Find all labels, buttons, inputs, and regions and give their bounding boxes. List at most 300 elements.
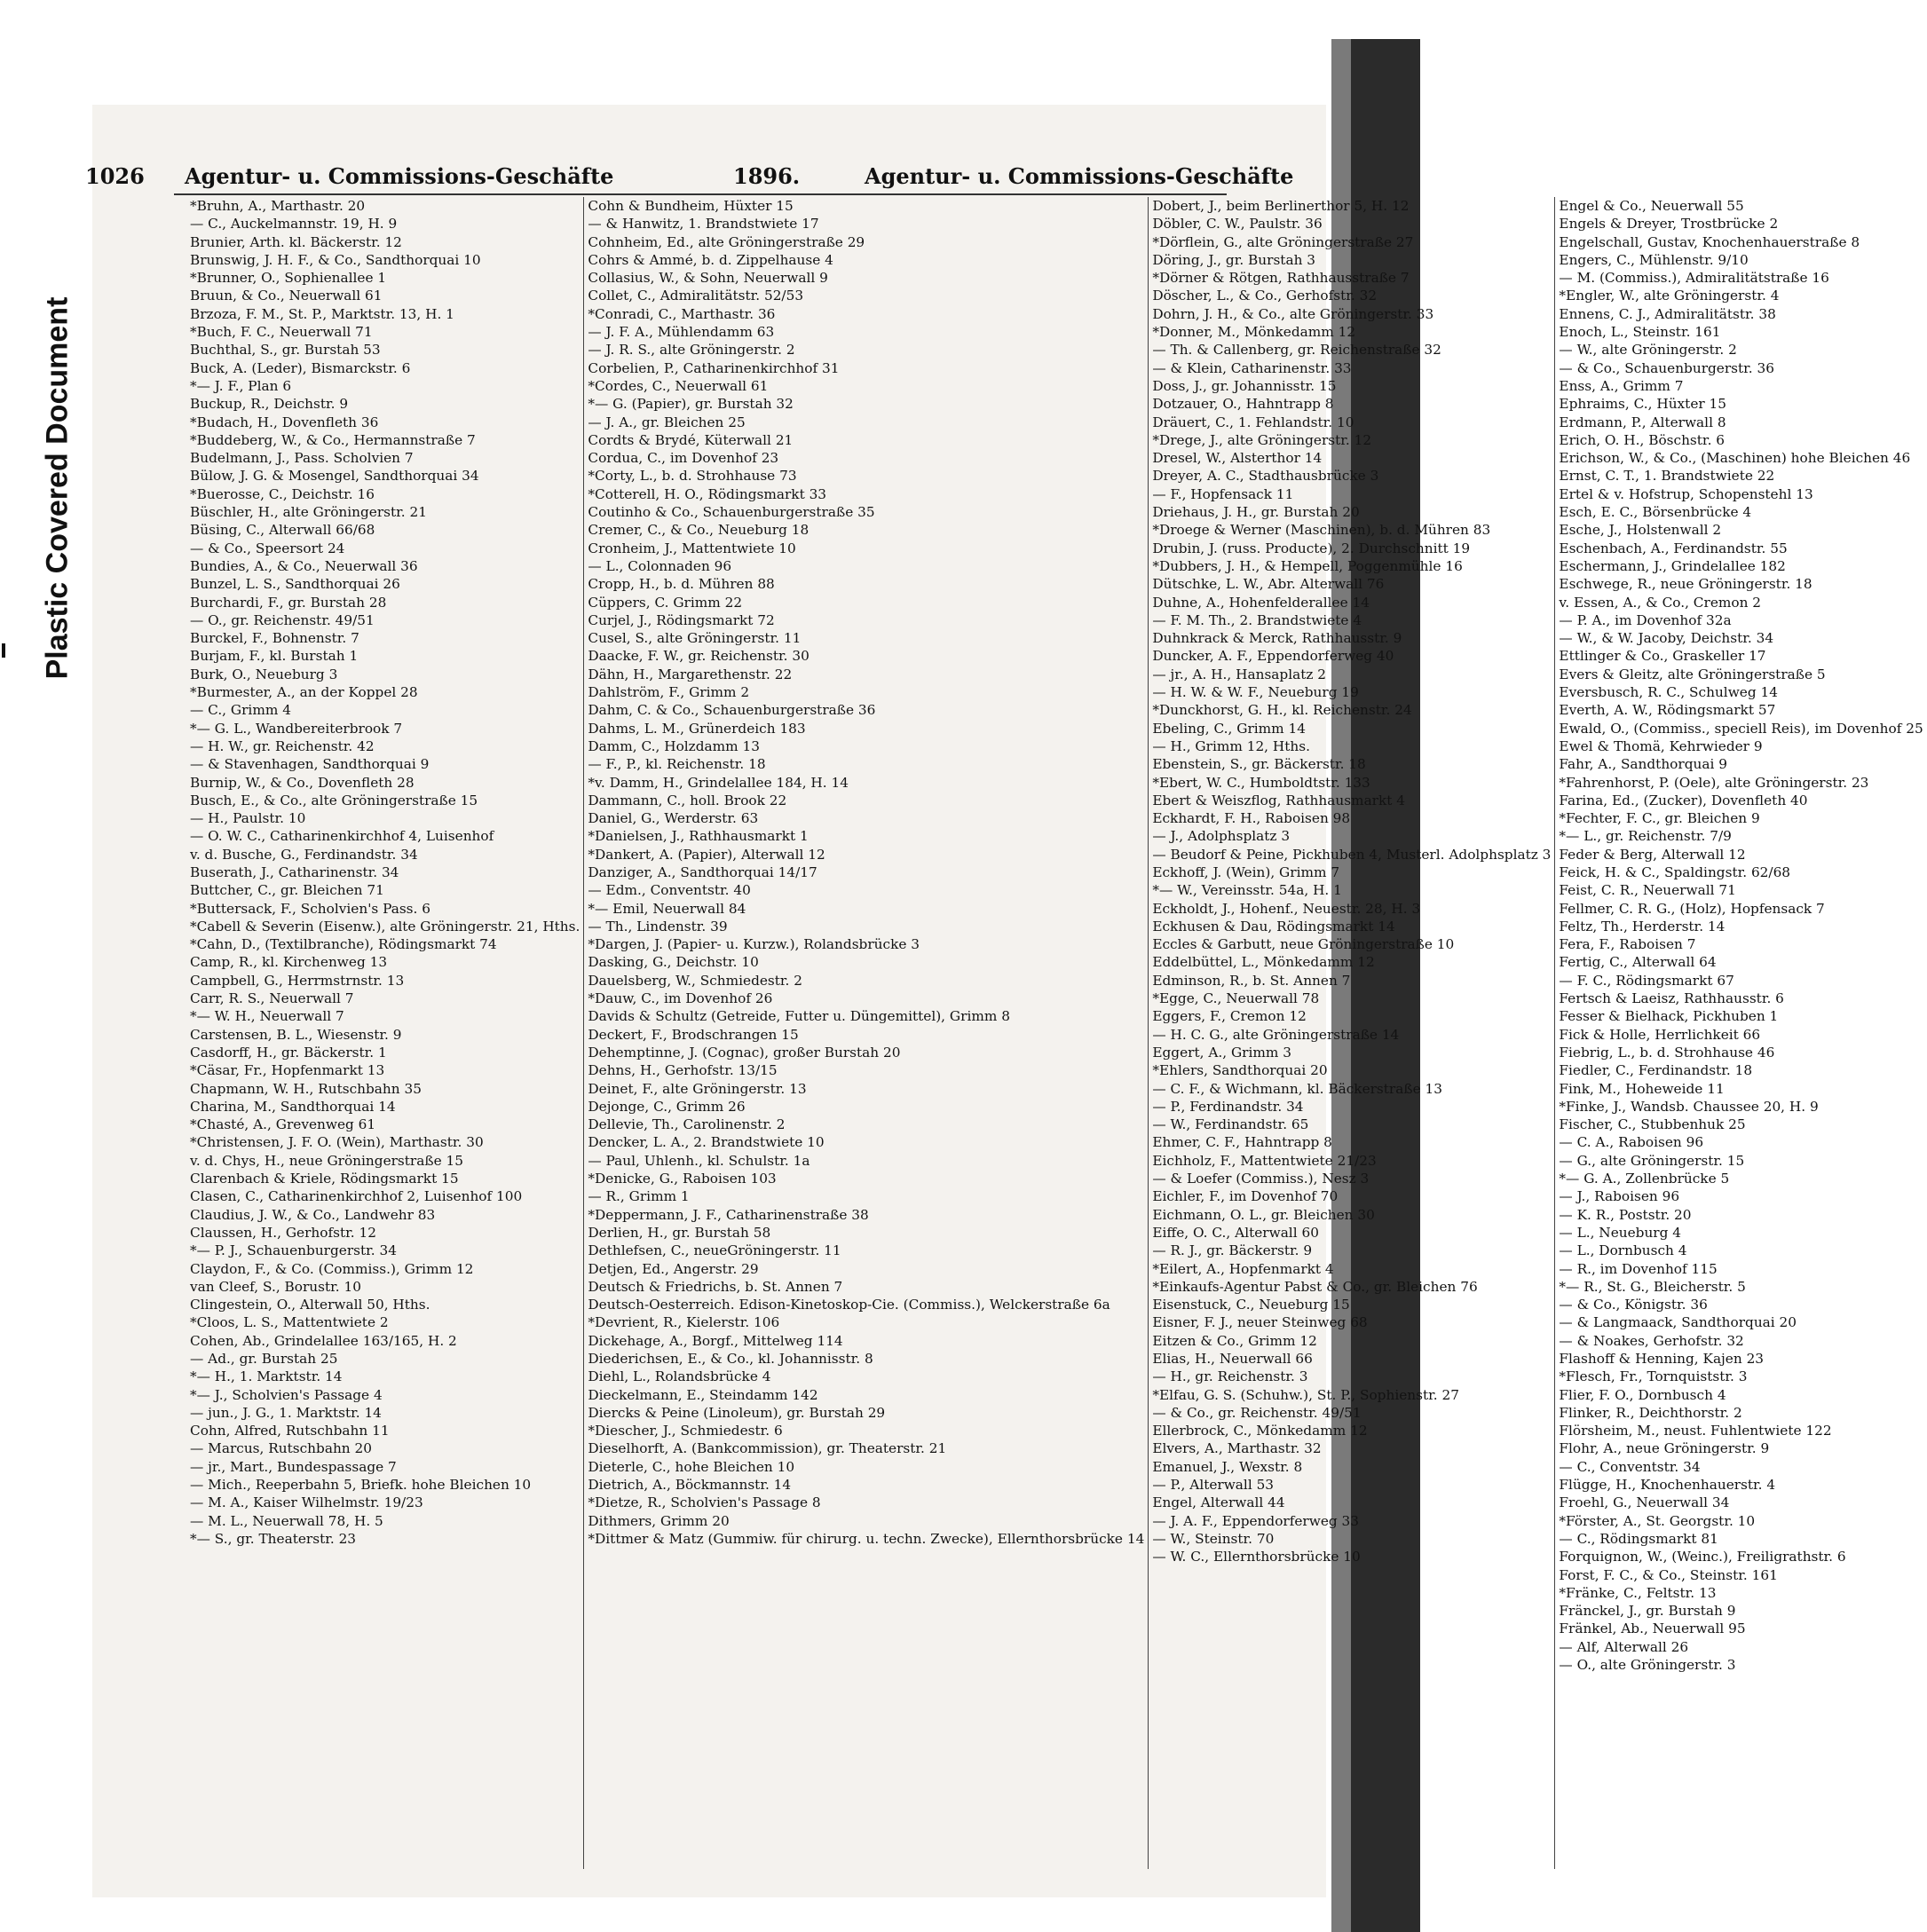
directory-entry: Bundies, A., & Co., Neuerwall 36: [190, 557, 418, 574]
directory-entry: *Deppermann, J. F., Catharinenstraße 38: [588, 1206, 869, 1223]
directory-entry: Brzoza, F. M., St. P., Marktstr. 13, H. 1: [190, 305, 454, 322]
directory-entry: Buck, A. (Leder), Bismarckstr. 6: [190, 359, 411, 376]
directory-entry: Charina, M., Sandthorquai 14: [190, 1098, 396, 1115]
directory-entry: — jr., Mart., Bundespassage 7: [190, 1458, 397, 1475]
directory-entry: — P. A., im Dovenhof 32a: [1559, 611, 1732, 628]
column-3: [1148, 197, 1554, 1869]
directory-entry: Diercks & Peine (Linoleum), gr. Burstah 29: [588, 1404, 886, 1421]
directory-entry: — H., gr. Reichenstr. 3: [1152, 1368, 1308, 1385]
directory-entry: Erdmann, P., Alterwall 8: [1559, 414, 1726, 430]
directory-entry: Cordts & Brydé, Küterwall 21: [588, 431, 794, 448]
directory-entry: *— W. H., Neuerwall 7: [190, 1008, 344, 1025]
directory-entry: Ebert & Weiszflog, Rathhausmarkt 4: [1152, 792, 1406, 808]
directory-entry: Diehl, L., Rolandsbrücke 4: [588, 1368, 771, 1385]
directory-entry: — & Co., Schauenburgerstr. 36: [1559, 359, 1774, 376]
directory-entry: *Cordes, C., Neuerwall 61: [588, 377, 769, 394]
directory-entry: — W., Ferdinandstr. 65: [1152, 1116, 1309, 1133]
column-2: [583, 197, 1148, 1869]
directory-entry: *— S., gr. Theaterstr. 23: [190, 1530, 357, 1547]
directory-entry: *Chasté, A., Grevenweg 61: [190, 1116, 376, 1133]
directory-entry: Eitzen & Co., Grimm 12: [1152, 1332, 1317, 1349]
directory-entry: — C., Rödingsmarkt 81: [1559, 1530, 1718, 1547]
directory-entry: *Engler, W., alte Gröningerstr. 4: [1559, 288, 1780, 304]
directory-entry: Fertsch & Laeisz, Rathhausstr. 6: [1559, 990, 1784, 1007]
directory-entry: — & Klein, Catharinenstr. 33: [1152, 359, 1352, 376]
directory-entry: Claydon, F., & Co. (Commiss.), Grimm 12: [190, 1260, 474, 1277]
directory-entry: *Danielsen, J., Rathhausmarkt 1: [588, 828, 809, 845]
directory-entry: Dohrn, J. H., & Co., alte Gröningerstr. 33: [1152, 305, 1434, 322]
directory-entry: — Alf, Alterwall 26: [1559, 1638, 1689, 1655]
directory-entry: Detjen, Ed., Angerstr. 29: [588, 1260, 759, 1277]
directory-entry: Buserath, J., Catharinenstr. 34: [190, 863, 399, 880]
directory-entry: — J. A., gr. Bleichen 25: [588, 414, 746, 430]
directory-entry: Everth, A. W., Rödingsmarkt 57: [1559, 702, 1776, 719]
directory-entry: Deutsch & Friedrichs, b. St. Annen 7: [588, 1278, 843, 1295]
directory-entry: — H. C. G., alte Gröningerstraße 14: [1152, 1026, 1400, 1043]
directory-entry: Eversbusch, R. C., Schulweg 14: [1559, 684, 1778, 701]
right-running-title: Agentur- u. Commissions-Geschäfte: [865, 163, 1294, 189]
directory-entry: — Paul, Uhlenh., kl. Schulstr. 1a: [588, 1152, 810, 1169]
directory-entry: Eschwege, R., neue Gröningerstr. 18: [1559, 576, 1812, 593]
directory-entry: — P., Alterwall 53: [1152, 1477, 1275, 1494]
directory-entry: Döbler, C. W., Paulstr. 36: [1152, 216, 1323, 233]
directory-entry: Coutinho & Co., Schauenburgerstraße 35: [588, 504, 875, 521]
directory-entry: Engers, C., Mühlenstr. 9/10: [1559, 251, 1749, 268]
directory-entry: — W., Steinstr. 70: [1152, 1530, 1275, 1547]
directory-entry: Cordua, C., im Dovenhof 23: [588, 450, 779, 467]
left-running-title: Agentur- u. Commissions-Geschäfte: [185, 163, 614, 189]
directory-entry: *Buerosse, C., Deichstr. 16: [190, 485, 375, 502]
directory-entry: Busch, E., & Co., alte Gröningerstraße 15: [190, 792, 478, 808]
directory-entry: Dammann, C., holl. Brook 22: [588, 792, 787, 808]
directory-entry: Fränckel, J., gr. Burstah 9: [1559, 1603, 1736, 1620]
directory-entry: Edminson, R., b. St. Annen 7: [1152, 972, 1351, 989]
directory-entry: Bülow, J. G. & Mosengel, Sandthorquai 34: [190, 468, 479, 485]
directory-entry: *— G. (Papier), gr. Burstah 32: [588, 396, 794, 413]
directory-entry: Fahr, A., Sandthorquai 9: [1559, 756, 1727, 773]
directory-entry: Dietrich, A., Böckmannstr. 14: [588, 1477, 792, 1494]
directory-entry: *Ehlers, Sandthorquai 20: [1152, 1062, 1328, 1079]
directory-entry: Forst, F. C., & Co., Steinstr. 161: [1559, 1566, 1778, 1583]
directory-entry: — J. R. S., alte Gröningerstr. 2: [588, 342, 795, 359]
directory-entry: — F. C., Rödingsmarkt 67: [1559, 972, 1734, 989]
directory-entry: Dickehage, A., Borgf., Mittelweg 114: [588, 1332, 843, 1349]
directory-entry: Diederichsen, E., & Co., kl. Johannisstr. 8: [588, 1351, 873, 1367]
directory-entry: Döscher, L., & Co., Gerhofstr. 32: [1152, 288, 1378, 304]
directory-entry: Eckhusen & Dau, Rödingsmarkt 14: [1152, 918, 1395, 934]
directory-entry: Eichler, F., im Dovenhof 70: [1152, 1188, 1339, 1205]
directory-entry: — L., Dornbusch 4: [1559, 1242, 1687, 1259]
directory-entry: Esche, J., Holstenwall 2: [1559, 522, 1722, 539]
directory-entry: Flier, F. O., Dornbusch 4: [1559, 1386, 1726, 1403]
directory-entry: Froehl, G., Neuerwall 34: [1559, 1494, 1730, 1511]
directory-entry: *— H., 1. Marktstr. 14: [190, 1368, 343, 1385]
directory-entry: *Dankert, A. (Papier), Alterwall 12: [588, 846, 825, 863]
directory-entry: Curjel, J., Rödingsmarkt 72: [588, 611, 775, 628]
directory-entry: Cusel, S., alte Gröningerstr. 11: [588, 630, 802, 647]
directory-entry: — Ad., gr. Burstah 25: [190, 1351, 338, 1367]
directory-entry: Dütschke, L. W., Abr. Alterwall 76: [1152, 576, 1385, 593]
directory-entry: Damm, C., Holzdamm 13: [588, 737, 760, 754]
directory-entry: Forquignon, W., (Weinc.), Freiligrathstr. 6: [1559, 1549, 1846, 1565]
directory-entry: — F., Hopfensack 11: [1152, 485, 1294, 502]
header-rule: [174, 193, 1227, 195]
directory-entry: *Einkaufs-Agentur Pabst & Co., gr. Bleichen 76: [1152, 1278, 1478, 1295]
directory-entry: Dejonge, C., Grimm 26: [588, 1098, 746, 1115]
directory-entry: Evers & Gleitz, alte Gröningerstraße 5: [1559, 666, 1826, 682]
directory-entry: — W. C., Ellernthorsbrücke 10: [1152, 1549, 1361, 1565]
directory-entry: Dahlström, F., Grimm 2: [588, 684, 750, 701]
directory-entry: *Budach, H., Dovenfleth 36: [190, 414, 379, 430]
directory-entry: *Ebert, W. C., Humboldtstr. 133: [1152, 774, 1370, 791]
directory-entry: — & Stavenhagen, Sandthorquai 9: [190, 756, 430, 773]
page-number: 1026: [85, 163, 145, 189]
directory-entry: Danziger, A., Sandthorquai 14/17: [588, 863, 817, 880]
directory-entry: Dasking, G., Deichstr. 10: [588, 954, 759, 971]
directory-entry: — C. A., Raboisen 96: [1559, 1134, 1704, 1151]
directory-entry: *Dittmer & Matz (Gummiw. für chirurg. u. techn. Zwecke), Ellernthorsbrücke 14: [588, 1530, 1145, 1547]
directory-entry: Fick & Holle, Herrlichkeit 66: [1559, 1026, 1761, 1043]
directory-entry: — J. F. A., Mühlendamm 63: [588, 324, 775, 341]
directory-entry: — J., Adolphsplatz 3: [1152, 828, 1291, 845]
directory-entry: *Brunner, O., Sophienallee 1: [190, 270, 387, 287]
directory-entry: — O. W. C., Catharinenkirchhof 4, Luisenhof: [190, 828, 494, 845]
column-1: [186, 197, 583, 1869]
directory-entry: *Elfau, G. S. (Schuhw.), St. P., Sophienstr. 27: [1152, 1386, 1459, 1403]
directory-entry: — H., Grimm 12, Hths.: [1152, 737, 1310, 754]
directory-entry: *— Emil, Neuerwall 84: [588, 900, 746, 917]
directory-entry: Burchardi, F., gr. Burstah 28: [190, 594, 387, 611]
directory-entry: Duncker, A. F., Eppendorferweg 40: [1152, 648, 1394, 665]
directory-entry: — L., Neueburg 4: [1559, 1224, 1681, 1241]
directory-entry: — M. (Commiss.), Admiralitätstraße 16: [1559, 270, 1829, 287]
directory-entry: — C., Conventstr. 34: [1559, 1458, 1701, 1475]
directory-entry: Ennens, C. J., Admiralitätstr. 38: [1559, 305, 1776, 322]
directory-entry: Cremer, C., & Co., Neueburg 18: [588, 522, 809, 539]
directory-entry: *Flesch, Fr., Tornquiststr. 3: [1559, 1368, 1748, 1385]
directory-entry: Brunswig, J. H. F., & Co., Sandthorquai 10: [190, 251, 481, 268]
directory-entry: Burk, O., Neueburg 3: [190, 666, 338, 682]
directory-entry: Eccles & Garbutt, neue Gröningerstraße 10: [1152, 936, 1455, 953]
directory-entry: *— G. L., Wandbereiterbrook 7: [190, 720, 403, 737]
directory-entry: Fesser & Bielhack, Pickhuben 1: [1559, 1008, 1779, 1025]
directory-entry: Duhne, A., Hohenfelderallee 14: [1152, 594, 1370, 611]
directory-entry: Enoch, L., Steinstr. 161: [1559, 324, 1721, 341]
directory-entry: Eckhardt, F. H., Raboisen 98: [1152, 810, 1351, 827]
directory-entry: Cohn, Alfred, Rutschbahn 11: [190, 1423, 390, 1439]
directory-entry: Corbelien, P., Catharinenkirchhof 31: [588, 359, 840, 376]
directory-entry: Ertel & v. Hofstrup, Schopenstehl 13: [1559, 485, 1813, 502]
directory-entry: — jr., A. H., Hansaplatz 2: [1152, 666, 1327, 682]
page-header: [85, 163, 1294, 190]
side-label: [27, 248, 89, 728]
column-4: [1554, 197, 1926, 1869]
directory-entry: Elvers, A., Marthastr. 32: [1152, 1440, 1322, 1457]
directory-entry: Dobert, J., beim Berlinerthor 5, H. 12: [1152, 198, 1410, 214]
directory-entry: *Dargen, J. (Papier- u. Kurzw.), Rolandsbrücke 3: [588, 936, 920, 953]
directory-entry: — R., Grimm 1: [588, 1188, 690, 1205]
directory-entry: — W., alte Gröningerstr. 2: [1559, 342, 1737, 359]
directory-entry: *Förster, A., St. Georgstr. 10: [1559, 1512, 1756, 1529]
directory-entry: Bruun, & Co., Neuerwall 61: [190, 288, 383, 304]
directory-entry: *Conradi, C., Marthastr. 36: [588, 305, 776, 322]
directory-entry: Davids & Schultz (Getreide, Futter u. Düngemittel), Grimm 8: [588, 1008, 1010, 1025]
directory-entry: — L., Colonnaden 96: [588, 557, 732, 574]
directory-entry: Dehemptinne, J. (Cognac), großer Burstah 20: [588, 1044, 901, 1061]
directory-entry: Eddelbüttel, L., Mönkedamm 12: [1152, 954, 1375, 971]
directory-entry: *Droege & Werner (Maschinen), b. d. Mühren 83: [1152, 522, 1491, 539]
directory-entry: Dahm, C. & Co., Schauenburgerstraße 36: [588, 702, 876, 719]
directory-entry: Dähn, H., Margarethenstr. 22: [588, 666, 793, 682]
directory-entry: — Edm., Conventstr. 40: [588, 882, 751, 899]
directory-entry: Burjam, F., kl. Burstah 1: [190, 648, 359, 665]
directory-entry: Dahms, L. M., Grünerdeich 183: [588, 720, 806, 737]
directory-entry: Deckert, F., Brodschrangen 15: [588, 1026, 799, 1043]
directory-entry: Burnip, W., & Co., Dovenfleth 28: [190, 774, 415, 791]
directory-entry: Flörsheim, M., neust. Fuhlentwiete 122: [1559, 1423, 1832, 1439]
directory-entry: Eckhoff, J. (Wein), Grimm 7: [1152, 863, 1340, 880]
directory-entry: Eggers, F., Cremon 12: [1152, 1008, 1307, 1025]
directory-entry: Döring, J., gr. Burstah 3: [1152, 251, 1316, 268]
directory-entry: *— W., Vereinsstr. 54a, H. 1: [1152, 882, 1342, 899]
directory-entry: Ebeling, C., Grimm 14: [1152, 720, 1307, 737]
directory-entry: Feder & Berg, Alterwall 12: [1559, 846, 1746, 863]
directory-entry: *Corty, L., b. d. Strohhause 73: [588, 468, 797, 485]
directory-entry: Dieterle, C., hohe Bleichen 10: [588, 1458, 795, 1475]
directory-entry: *Fechter, F. C., gr. Bleichen 9: [1559, 810, 1760, 827]
directory-entry: v. Essen, A., & Co., Cremon 2: [1559, 594, 1762, 611]
directory-entry: Büschler, H., alte Gröningerstr. 21: [190, 504, 427, 521]
directory-entry: Claussen, H., Gerhofstr. 12: [190, 1224, 376, 1241]
directory-entry: Collasius, W., & Sohn, Neuerwall 9: [588, 270, 828, 287]
directory-entry: Erichson, W., & Co., (Maschinen) hohe Bleichen 46: [1559, 450, 1911, 467]
directory-entry: Engel, Alterwall 44: [1152, 1494, 1285, 1511]
directory-entry: *Diescher, J., Schmiedestr. 6: [588, 1423, 783, 1439]
directory-entry: Duhnkrack & Merck, Rathhausstr. 9: [1152, 630, 1402, 647]
directory-entry: — & Hanwitz, 1. Brandstwiete 17: [588, 216, 819, 233]
directory-entry: Cohn & Bundheim, Hüxter 15: [588, 198, 794, 214]
directory-entry: Ebenstein, S., gr. Bäckerstr. 18: [1152, 756, 1366, 773]
directory-entry: Engelschall, Gustav, Knochenhauerstraße 8: [1559, 233, 1860, 250]
directory-entry: — W., & W. Jacoby, Deichstr. 34: [1559, 630, 1774, 647]
directory-entry: *— P. J., Schauenburgerstr. 34: [190, 1242, 397, 1259]
directory-entry: *Devrient, R., Kielerstr. 106: [588, 1314, 780, 1331]
directory-entry: Feick, H. & C., Spaldingstr. 62/68: [1559, 863, 1791, 880]
directory-entry: Flügge, H., Knochenhauerstr. 4: [1559, 1477, 1776, 1494]
directory-entry: — F. M. Th., 2. Brandstwiete 4: [1152, 611, 1362, 628]
directory-entry: Dencker, L. A., 2. Brandstwiete 10: [588, 1134, 825, 1151]
directory-entry: Feltz, Th., Herderstr. 14: [1559, 918, 1726, 934]
directory-entry: — O., alte Gröningerstr. 3: [1559, 1657, 1736, 1674]
directory-entry: Dithmers, Grimm 20: [588, 1512, 730, 1529]
directory-entry: Eisner, F. J., neuer Steinweg 68: [1152, 1314, 1368, 1331]
directory-entry: Fertig, C., Alterwall 64: [1559, 954, 1717, 971]
directory-entry: Claudius, J. W., & Co., Landwehr 83: [190, 1206, 436, 1223]
directory-entry: Driehaus, J. H., gr. Burstah 20: [1152, 504, 1360, 521]
directory-entry: Fellmer, C. R. G., (Holz), Hopfensack 7: [1559, 900, 1825, 917]
directory-entry: *— J., Scholvien's Passage 4: [190, 1386, 383, 1403]
directory-entry: *Eilert, A., Hopfenmarkt 4: [1152, 1260, 1334, 1277]
directory-entry: *Cahn, D., (Textilbranche), Rödingsmarkt 74: [190, 936, 497, 953]
directory-entry: *Bruhn, A., Marthastr. 20: [190, 198, 366, 214]
directory-entry: *— J. F., Plan 6: [190, 377, 292, 394]
directory-entry: Engel & Co., Neuerwall 55: [1559, 198, 1744, 214]
directory-entry: Eisenstuck, C., Neueburg 15: [1152, 1297, 1350, 1313]
directory-entry: Cohrs & Ammé, b. d. Zippelhause 4: [588, 251, 833, 268]
directory-entry: *Cotterell, H. O., Rödingsmarkt 33: [588, 485, 827, 502]
directory-entry: Buttcher, C., gr. Bleichen 71: [190, 882, 384, 899]
directory-entry: *Burmester, A., an der Koppel 28: [190, 684, 418, 701]
directory-entry: Flohr, A., neue Gröningerstr. 9: [1559, 1440, 1770, 1457]
directory-entry: *Dietze, R., Scholvien's Passage 8: [588, 1494, 821, 1511]
directory-entry: Chapmann, W. H., Rutschbahn 35: [190, 1080, 422, 1097]
edge-tick: [2, 643, 5, 658]
directory-entry: *v. Damm, H., Grindelallee 184, H. 14: [588, 774, 849, 791]
directory-entry: Feist, C. R., Neuerwall 71: [1559, 882, 1736, 899]
directory-entry: — P., Ferdinandstr. 34: [1152, 1098, 1304, 1115]
directory-entry: Eckholdt, J., Hohenf., Neuestr. 28, H. 3: [1152, 900, 1421, 917]
directory-entry: — F., P., kl. Reichenstr. 18: [588, 756, 766, 773]
directory-entry: *Fränke, C., Feltstr. 13: [1559, 1584, 1717, 1601]
year: 1896.: [733, 163, 801, 189]
directory-entry: *— G. A., Zollenbrücke 5: [1559, 1171, 1730, 1187]
directory-entry: *Buttersack, F., Scholvien's Pass. 6: [190, 900, 430, 917]
directory-entry: Emanuel, J., Wexstr. 8: [1152, 1458, 1303, 1475]
directory-entry: *Egge, C., Neuerwall 78: [1152, 990, 1320, 1007]
directory-entry: Clasen, C., Catharinenkirchhof 2, Luisenhof 100: [190, 1188, 523, 1205]
directory-entry: Ellerbrock, C., Mönkedamm 12: [1152, 1423, 1368, 1439]
directory-entry: v. d. Busche, G., Ferdinandstr. 34: [190, 846, 418, 863]
directory-entry: Ettlinger & Co., Graskeller 17: [1559, 648, 1766, 665]
directory-entry: *Buddeberg, W., & Co., Hermannstraße 7: [190, 431, 476, 448]
directory-entry: *Drege, J., alte Gröningerstr. 12: [1152, 431, 1372, 448]
directory-entry: Cronheim, J., Mattentwiete 10: [588, 540, 796, 556]
directory-entry: *Cäsar, Fr., Hopfenmarkt 13: [190, 1062, 385, 1079]
directory-entry: — & Loefer (Commiss.), Nesz 3: [1152, 1171, 1370, 1187]
directory-entry: Fiebrig, L., b. d. Strohhause 46: [1559, 1044, 1775, 1061]
directory-entry: Eichmann, O. L., gr. Bleichen 30: [1152, 1206, 1375, 1223]
directory-entry: Cüppers, C. Grimm 22: [588, 594, 743, 611]
directory-entry: Engels & Dreyer, Trostbrücke 2: [1559, 216, 1779, 233]
directory-entry: — & Noakes, Gerhofstr. 32: [1559, 1332, 1744, 1349]
directory-entry: Eschermann, J., Grindelallee 182: [1559, 557, 1786, 574]
directory-entry: — O., gr. Reichenstr. 49/51: [190, 611, 375, 628]
directory-entry: *Finke, J., Wandsb. Chaussee 20, H. 9: [1559, 1098, 1819, 1115]
directory-entry: — M. A., Kaiser Wilhelmstr. 19/23: [190, 1494, 423, 1511]
directory-entry: Flinker, R., Deichthorstr. 2: [1559, 1404, 1742, 1421]
directory-entry: — M. L., Neuerwall 78, H. 5: [190, 1512, 383, 1529]
directory-entry: *Buch, F. C., Neuerwall 71: [190, 324, 373, 341]
directory-entry: Cropp, H., b. d. Mühren 88: [588, 576, 775, 593]
directory-entry: *Fahrenhorst, P. (Oele), alte Gröningerstr. 23: [1559, 774, 1869, 791]
directory-entry: Dresel, W., Alsterthor 14: [1152, 450, 1323, 467]
directory-entry: Fränkel, Ab., Neuerwall 95: [1559, 1621, 1746, 1637]
directory-entry: Esch, E. C., Börsenbrücke 4: [1559, 504, 1752, 521]
directory-entry: Fera, F., Raboisen 7: [1559, 936, 1696, 953]
directory-entry: Carr, R. S., Neuerwall 7: [190, 990, 354, 1007]
directory-entry: Carstensen, B. L., Wiesenstr. 9: [190, 1026, 402, 1043]
directory-entry: Casdorff, H., gr. Bäckerstr. 1: [190, 1044, 387, 1061]
directory-entry: Daacke, F. W., gr. Reichenstr. 30: [588, 648, 809, 665]
directory-entry: — Mich., Reeperbahn 5, Briefk. hohe Bleichen 10: [190, 1477, 532, 1494]
directory-entry: Ephraims, C., Hüxter 15: [1559, 396, 1727, 413]
directory-entry: Ehmer, C. F., Hahntrapp 8: [1152, 1134, 1332, 1151]
directory-entry: *Christensen, J. F. O. (Wein), Marthastr. 30: [190, 1134, 484, 1151]
directory-entry: Deinet, F., alte Gröningerstr. 13: [588, 1080, 807, 1097]
directory-entry: Dethlefsen, C., neueGröningerstr. 11: [588, 1242, 841, 1259]
directory-entry: — & Co., gr. Reichenstr. 49/51: [1152, 1404, 1362, 1421]
directory-entry: — H. W., gr. Reichenstr. 42: [190, 737, 375, 754]
directory-entry: Cohen, Ab., Grindelallee 163/165, H. 2: [190, 1332, 457, 1349]
directory-entry: *Dubbers, J. H., & Hempell, Poggenmühle 16: [1152, 557, 1463, 574]
directory-entry: — R., im Dovenhof 115: [1559, 1260, 1718, 1277]
directory-entry: *Donner, M., Mönkedamm 12: [1152, 324, 1356, 341]
directory-entry: Camp, R., kl. Kirchenweg 13: [190, 954, 388, 971]
directory-entry: — J. A. F., Eppendorferweg 33: [1152, 1512, 1360, 1529]
directory-entry: Brunier, Arth. kl. Bäckerstr. 12: [190, 233, 402, 250]
directory-entry: Dieselhorft, A. (Bankcommission), gr. Theaterstr. 21: [588, 1440, 947, 1457]
directory-entry: Ernst, C. T., 1. Brandstwiete 22: [1559, 468, 1775, 485]
directory-entry: v. d. Chys, H., neue Gröningerstraße 15: [190, 1152, 463, 1169]
directory-entry: Cohnheim, Ed., alte Gröningerstraße 29: [588, 233, 865, 250]
directory-entry: Eschenbach, A., Ferdinandstr. 55: [1559, 540, 1788, 556]
directory-entry: Burckel, F., Bohnenstr. 7: [190, 630, 359, 647]
directory-entry: Clarenbach & Kriele, Rödingsmarkt 15: [190, 1171, 459, 1187]
directory-entry: Fiedler, C., Ferdinandstr. 18: [1559, 1062, 1753, 1079]
directory-entry: Clingestein, O., Alterwall 50, Hths.: [190, 1297, 430, 1313]
directory-entry: Dellevie, Th., Carolinenstr. 2: [588, 1116, 786, 1133]
directory-entry: Fink, M., Hoheweide 11: [1559, 1080, 1725, 1097]
directory-entry: — K. R., Poststr. 20: [1559, 1206, 1692, 1223]
directory-entry: *Dauw, C., im Dovenhof 26: [588, 990, 773, 1007]
directory-entry: — Marcus, Rutschbahn 20: [190, 1440, 372, 1457]
directory-entry: *Cabell & Severin (Eisenw.), alte Gröningerstr. 21, Hths.: [190, 918, 580, 934]
directory-entry: Ewel & Thomä, Kehrwieder 9: [1559, 737, 1763, 754]
directory-entry: Dieckelmann, E., Steindamm 142: [588, 1386, 818, 1403]
directory-entry: — jun., J. G., 1. Marktstr. 14: [190, 1404, 382, 1421]
directory-entry: — C., Grimm 4: [190, 702, 291, 719]
directory-entry: Drubin, J. (russ. Producte), 2. Durchschnitt 19: [1152, 540, 1471, 556]
directory-entry: Ewald, O., (Commiss., speciell Reis), im Dovenhof 25: [1559, 720, 1923, 737]
directory-entry: van Cleef, S., Borustr. 10: [190, 1278, 361, 1295]
directory-entry: *Cloos, L. S., Mattentwiete 2: [190, 1314, 389, 1331]
directory-entry: Elias, H., Neuerwall 66: [1152, 1351, 1313, 1367]
directory-entry: — C. F., & Wichmann, kl. Bäckerstraße 13: [1152, 1080, 1442, 1097]
directory-entry: — Beudorf & Peine, Pickhuben 4, Musterl. Adolphsplatz 3: [1152, 846, 1552, 863]
directory-columns: [186, 197, 1923, 1869]
directory-entry: Flashoff & Henning, Kajen 23: [1559, 1351, 1765, 1367]
directory-entry: Farina, Ed., (Zucker), Dovenfleth 40: [1559, 792, 1808, 808]
directory-entry: — H. W. & W. F., Neueburg 19: [1152, 684, 1359, 701]
directory-entry: Bunzel, L. S., Sandthorquai 26: [190, 576, 400, 593]
directory-entry: Daniel, G., Werderstr. 63: [588, 810, 759, 827]
directory-entry: — & Co., Speersort 24: [190, 540, 345, 556]
directory-entry: Eggert, A., Grimm 3: [1152, 1044, 1291, 1061]
directory-entry: Doss, J., gr. Johannisstr. 15: [1152, 377, 1337, 394]
directory-entry: *Dörflein, G., alte Gröningerstraße 27: [1152, 233, 1414, 250]
directory-entry: — & Co., Königstr. 36: [1559, 1297, 1708, 1313]
directory-entry: Dehns, H., Gerhofstr. 13/15: [588, 1062, 778, 1079]
directory-entry: *Dunckhorst, G. H., kl. Reichenstr. 24: [1152, 702, 1412, 719]
directory-entry: Dräuert, C., 1. Fehlandstr. 10: [1152, 414, 1354, 430]
directory-entry: — R. J., gr. Bäckerstr. 9: [1152, 1242, 1313, 1259]
directory-entry: Erich, O. H., Böschstr. 6: [1559, 431, 1726, 448]
side-label-text: Plastic Covered Document: [40, 296, 75, 680]
directory-entry: — C., Auckelmannstr. 19, H. 9: [190, 216, 398, 233]
directory-entry: Buchthal, S., gr. Burstah 53: [190, 342, 381, 359]
directory-entry: Enss, A., Grimm 7: [1559, 377, 1684, 394]
directory-entry: *Dörner & Rötgen, Rathhausstraße 7: [1152, 270, 1410, 287]
